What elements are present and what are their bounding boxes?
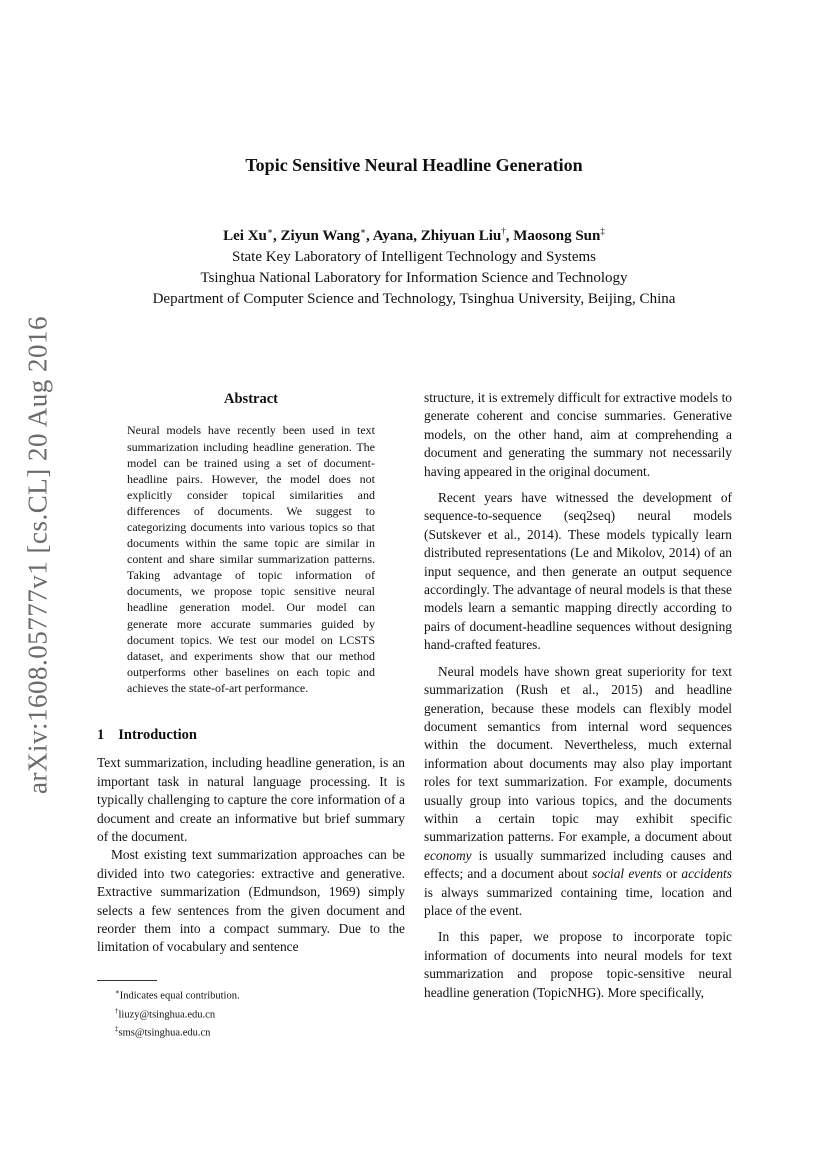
- right-column: [424, 389, 732, 1002]
- author-name: Maosong Sun: [513, 228, 601, 244]
- author-name: Ayana: [372, 228, 414, 244]
- footnote: ∗Indicates equal contribution.: [115, 988, 240, 1002]
- emphasis: social events: [592, 866, 662, 882]
- author-mark: ∗: [359, 226, 367, 236]
- affiliation-line: Department of Computer Science and Technology, Tsinghua University, Beijing, China: [152, 291, 676, 307]
- paper-title: Topic Sensitive Neural Headline Generation: [245, 155, 583, 175]
- paragraph: In this paper, we propose to incorporate topic information of documents into neural models for text summarization and propose topic-sensitive neural headline generation (TopicNHG). More specifically,: [424, 929, 732, 1000]
- author-mark: ‡: [600, 226, 605, 236]
- emphasis: economy: [424, 847, 472, 863]
- abstract-text: Neural models have recently been used in text summarization including headline generation. The model can be trained using a set of document-headline pairs. However, the model does not explicitly consider topical similarities and differences of documents. We suggest to categorizing documents into various topics so that documents within the same topic are similar in content and share similar summarization patterns. Taking advantage of topic information of documents, we propose topic sensitive neural headline generation model. Our model can generate more accurate summaries guided by document topics. We test our model on LCSTS dataset, and experiments show that our method outperforms other baselines on each topic and achieves the state-of-art performance.: [127, 423, 375, 695]
- affiliation-line: Tsinghua National Laboratory for Information Science and Technology: [200, 270, 628, 286]
- author-mark: ∗: [266, 226, 274, 236]
- abstract-heading: Abstract: [224, 391, 278, 407]
- paragraph: Neural models have shown great superiority for text summarization (Rush et al., 2015) and headline generation, because these models can flexibly model document semantics from internal word sequences within the document. Nevertheless, much external information about documents may also play important roles for text summarization. For example, documents usually group into various topics, and the documents within a certain topic may exhibit specific summarization patterns. For example, a document about economy is usually summarized including causes and effects; and a document about social events or accidents is always summarized containing time, location and place of the event.: [424, 663, 732, 918]
- author-name: Lei Xu: [223, 228, 267, 244]
- footnotes: [97, 980, 405, 1041]
- section-heading: [97, 726, 405, 744]
- section-title: Introduction: [118, 727, 197, 743]
- footnote-mark: ‡: [115, 1025, 119, 1033]
- author-name: Ziyun Wang: [280, 228, 360, 244]
- paragraph: Most existing text summarization approaches can be divided into two categories: extractive and generative. Extractive summarization (Edmundson, 1969) simply selects a few sentences from the given document and reorder them into a compact summary. Due to the limitation of vocabulary and sentence: [97, 847, 405, 955]
- affiliation-line: State Key Laboratory of Intelligent Technology and Systems: [231, 249, 596, 265]
- author-names: Lei Xu∗, Ziyun Wang∗, Ayana, Zhiyuan Liu†, Maosong Sun‡: [223, 226, 605, 244]
- footnote-mark: ∗: [115, 988, 120, 996]
- footnote-mark: †: [115, 1006, 119, 1015]
- author-block: [0, 226, 828, 310]
- emphasis: accidents: [681, 866, 732, 882]
- paragraph: Text summarization, including headline generation, is an important task in natural language processing. It is typically challenging to capture the core information of a document and create an informative but brief summary of the document.: [97, 755, 405, 845]
- left-column: [97, 390, 405, 957]
- section-number: 1: [97, 727, 105, 743]
- arxiv-side-stamp: arXiv:1608.05777v1 [cs.CL] 20 Aug 2016: [22, 316, 53, 794]
- footnote: ‡sms@tsinghua.edu.cn: [115, 1025, 211, 1039]
- paragraph: Recent years have witnessed the development of sequence-to-sequence (seq2seq) neural models (Sutskever et al., 2014). These models typically learn distributed representations (Le and Mikolov, 2014) of an input sequence, and then generate an output sequence accordingly. The advantage of neural models is that these models learn a semantic mapping directly according to pairs of document-headline sequences without designing hand-crafted features.: [424, 490, 732, 653]
- footnote: †liuzy@tsinghua.edu.cn: [115, 1006, 216, 1020]
- author-name: Zhiyuan Liu: [420, 228, 502, 244]
- author-mark: †: [501, 226, 506, 236]
- paragraph: structure, it is extremely difficult for extractive models to generate coherent and concise summaries. Generative models, on the other hand, aim at comprehending a document and generating the summary not necessarily having appeared in the original document.: [424, 390, 732, 479]
- footnote-rule: [97, 980, 157, 981]
